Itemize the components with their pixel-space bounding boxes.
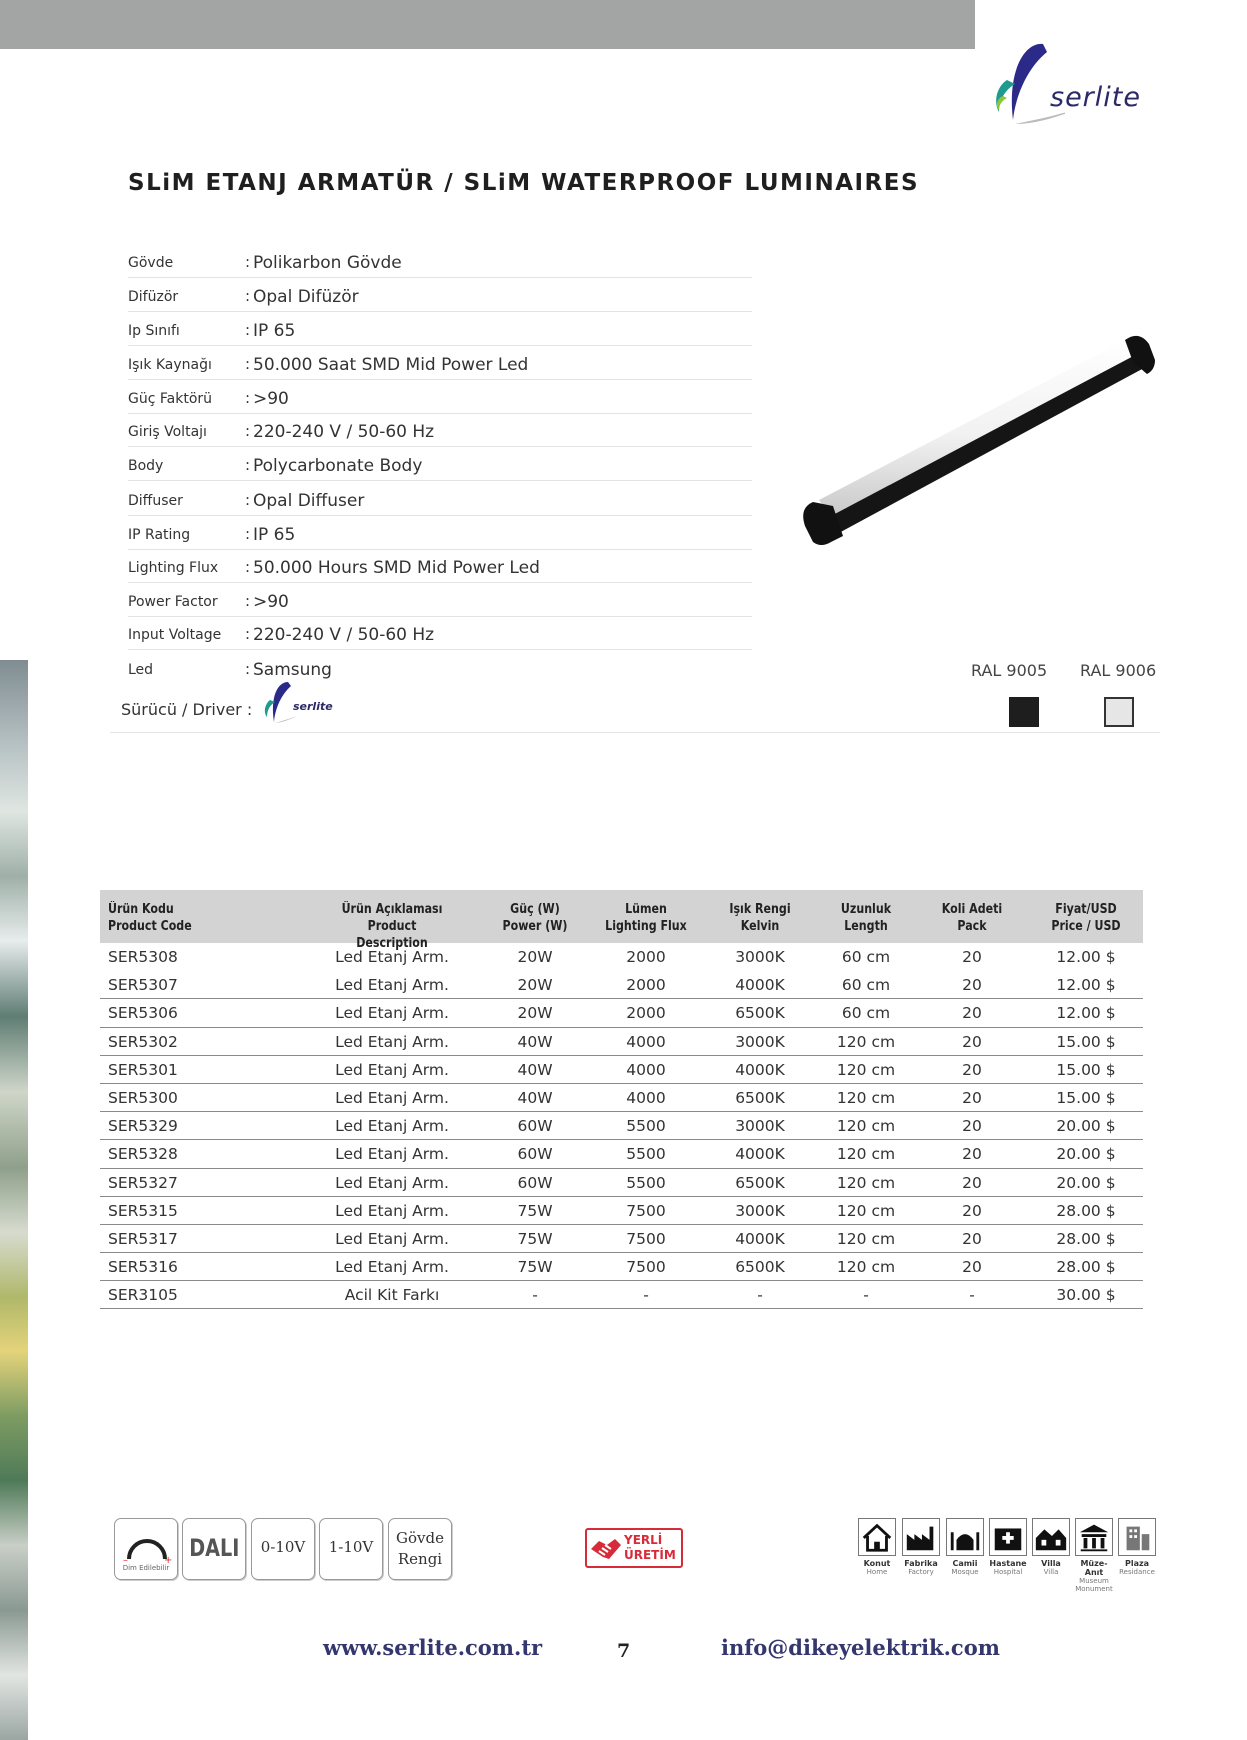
table-cell: 2000: [626, 948, 666, 966]
building-type-home: [858, 1518, 896, 1576]
spec-value: Polycarbonate Body: [253, 456, 423, 476]
table-cell: 75W: [517, 1201, 553, 1220]
spec-colon: :: [245, 321, 251, 339]
section-divider: [110, 732, 1160, 733]
table-cell: SER3105: [108, 1286, 178, 1305]
table-cell: Led Etanj Arm.: [335, 1032, 449, 1051]
table-cell: 3000K: [735, 1032, 785, 1051]
table-cell: 12.00 $: [1056, 1004, 1116, 1023]
spec-value: IP 65: [253, 525, 296, 545]
product-image: [795, 330, 1165, 560]
mosque-icon: [946, 1518, 984, 1556]
column-header: [807, 901, 926, 935]
dim-label: Dim Edilebilir: [122, 1564, 170, 1572]
table-row: [100, 1281, 1143, 1309]
svg-text:+: +: [164, 1555, 173, 1565]
plaza-icon: [1118, 1518, 1156, 1556]
spec-row: [128, 549, 752, 583]
table-cell: -: [532, 1286, 538, 1305]
dimming-0-10v-label: 0-10V: [260, 1538, 306, 1556]
dali-label: DALI: [189, 1534, 240, 1562]
table-cell: 5500: [626, 1173, 666, 1192]
table-cell: SER5306: [108, 1004, 178, 1023]
table-cell: 20: [962, 948, 982, 966]
spec-colon: :: [245, 592, 251, 610]
table-cell: 15.00 $: [1056, 1088, 1116, 1107]
spec-label: Giriş Voltajı: [128, 424, 207, 440]
spec-label: Lighting Flux: [128, 560, 219, 576]
spec-colon: :: [245, 355, 251, 373]
table-cell: 12.00 $: [1056, 976, 1116, 995]
spec-label: Body: [128, 458, 164, 474]
table-cell: 4000K: [735, 976, 785, 995]
spec-row: [128, 583, 752, 617]
spec-colon: :: [245, 253, 251, 271]
table-cell: Led Etanj Arm.: [335, 976, 449, 995]
table-row: [100, 1197, 1143, 1225]
table-cell: SER5301: [108, 1060, 178, 1079]
table-cell: 60 cm: [841, 948, 891, 966]
table-row: [100, 1140, 1143, 1168]
home-icon: [858, 1518, 896, 1556]
table-cell: 40W: [517, 1032, 553, 1051]
spec-colon: :: [245, 422, 251, 440]
table-cell: 20W: [517, 1004, 553, 1023]
table-cell: 6500K: [735, 1088, 785, 1107]
spec-label: Input Voltage: [128, 627, 222, 643]
spec-colon: :: [245, 456, 251, 474]
column-header-en: Pack: [957, 919, 987, 934]
table-cell: 7500: [626, 1258, 666, 1277]
table-cell: 120 cm: [836, 1229, 896, 1248]
spec-row: [128, 380, 752, 414]
svg-text:–: –: [123, 1555, 128, 1565]
table-row: [100, 1056, 1143, 1084]
table-cell: Led Etanj Arm.: [335, 1117, 449, 1136]
page-title: SLiM ETANJ ARMATÜR / SLiM WATERPROOF LUMINAIRES: [128, 170, 920, 196]
building-label-tr: Konut: [863, 1559, 891, 1568]
spec-label: Diffuser: [128, 493, 183, 509]
table-header: [100, 890, 1143, 951]
spec-value: Polikarbon Gövde: [253, 253, 402, 273]
spec-row: [128, 447, 752, 481]
building-label-en: Mosque: [951, 1568, 979, 1576]
column-header-en: Power (W): [502, 919, 568, 934]
spec-value: 220-240 V / 50-60 Hz: [253, 422, 435, 442]
table-cell: 2000: [626, 1004, 666, 1023]
table-cell: 4000K: [735, 1145, 785, 1164]
table-cell: SER5300: [108, 1088, 178, 1107]
spec-value: Opal Difüzör: [253, 287, 359, 307]
table-cell: 20: [962, 1004, 982, 1023]
spec-label: Işık Kaynağı: [128, 357, 212, 373]
table-cell: SER5308: [108, 948, 178, 966]
table-cell: 6500K: [735, 1258, 785, 1277]
table-cell: SER5315: [108, 1201, 178, 1220]
table-cell: 60 cm: [841, 976, 891, 995]
table-cell: 3000K: [735, 1201, 785, 1220]
table-row: [100, 1084, 1143, 1112]
dimming-1-10v-badge: [319, 1518, 383, 1580]
table-cell: 20.00 $: [1056, 1173, 1116, 1192]
building-label-en: Museum Monument: [1075, 1577, 1113, 1593]
table-cell: 20W: [517, 948, 553, 966]
handshake-icon: [589, 1531, 623, 1567]
table-cell: 4000: [626, 1060, 666, 1079]
table-cell: 20: [962, 1032, 982, 1051]
spec-colon: :: [245, 625, 251, 643]
table-cell: 20: [962, 1060, 982, 1079]
table-cell: 120 cm: [836, 1088, 896, 1107]
table-cell: 28.00 $: [1056, 1258, 1116, 1277]
spec-row: [128, 413, 752, 447]
column-header-tr: Ürün Açıklaması: [341, 902, 443, 917]
column-header: [1027, 901, 1146, 935]
column-header-en: Kelvin: [740, 919, 780, 934]
table-cell: SER5307: [108, 976, 178, 995]
spec-row: [128, 278, 752, 312]
driver-label: Sürücü / Driver :: [121, 700, 253, 719]
spec-value: >90: [253, 592, 289, 612]
spec-label: Ip Sınıfı: [128, 323, 180, 339]
table-cell: 5500: [626, 1117, 666, 1136]
spec-row: [128, 482, 752, 516]
table-cell: 20: [962, 1088, 982, 1107]
column-header-tr: Lümen: [625, 902, 667, 917]
column-header-en: Price / USD: [1051, 919, 1121, 934]
body-color-badge: [388, 1518, 452, 1580]
column-header: [701, 901, 820, 935]
top-header-bar: [0, 0, 975, 49]
table-cell: -: [757, 1286, 763, 1305]
spec-colon: :: [245, 558, 251, 576]
table-cell: 20: [962, 1201, 982, 1220]
brand-logo: [985, 40, 1150, 130]
local-production-line-1: YERLİ: [624, 1533, 663, 1547]
table-cell: 120 cm: [836, 1258, 896, 1277]
table-cell: 7500: [626, 1201, 666, 1220]
color-swatch-ral-9006: [1104, 697, 1134, 727]
table-cell: 20: [962, 976, 982, 995]
column-header-tr: Uzunluk: [840, 902, 892, 917]
driver-logo-swoosh-icon: [260, 680, 296, 725]
table-row: [100, 1253, 1143, 1281]
table-row: [100, 999, 1143, 1027]
table-cell: Led Etanj Arm.: [335, 1145, 449, 1164]
building-type-museum: [1075, 1518, 1113, 1593]
driver-brand-logo: [260, 680, 340, 725]
table-row: [100, 943, 1143, 971]
table-cell: 75W: [517, 1229, 553, 1248]
table-cell: 60 cm: [841, 1004, 891, 1023]
spec-row: [128, 312, 752, 346]
table-cell: 3000K: [735, 1117, 785, 1136]
table-cell: 20: [962, 1229, 982, 1248]
spec-row: [128, 650, 752, 684]
table-cell: 120 cm: [836, 1173, 896, 1192]
column-header-en: Length: [844, 919, 888, 934]
table-cell: Led Etanj Arm.: [335, 1229, 449, 1248]
brand-name: serlite: [1050, 82, 1141, 113]
building-label-tr: Müze-Anıt: [1080, 1559, 1108, 1577]
spec-row: [128, 516, 752, 550]
building-label-tr: Villa: [1041, 1559, 1061, 1568]
spec-label: IP Rating: [128, 527, 191, 543]
table-cell: 20: [962, 1258, 982, 1277]
spec-colon: :: [245, 287, 251, 305]
table-cell: -: [643, 1286, 649, 1305]
hospital-icon: [989, 1518, 1027, 1556]
table-cell: 4000K: [735, 1229, 785, 1248]
villa-icon: [1032, 1518, 1070, 1556]
dimming-0-10v-badge: [251, 1518, 315, 1580]
spec-label: Led: [128, 662, 154, 678]
spec-label: Power Factor: [128, 594, 218, 610]
table-cell: Led Etanj Arm.: [335, 1201, 449, 1220]
page-number: 7: [617, 1640, 631, 1662]
table-row: [100, 1169, 1143, 1197]
building-label-tr: Hastane: [989, 1559, 1027, 1568]
building-label-en: Residance: [1119, 1568, 1155, 1576]
local-production-badge: [585, 1528, 683, 1568]
table-cell: 5500: [626, 1145, 666, 1164]
dimmable-badge: [114, 1518, 178, 1580]
table-cell: 15.00 $: [1056, 1060, 1116, 1079]
table-cell: -: [969, 1286, 975, 1305]
table-cell: 60W: [517, 1173, 553, 1192]
table-cell: Led Etanj Arm.: [335, 1060, 449, 1079]
email-link[interactable]: info@dikeyelektrik.com: [721, 1635, 1000, 1660]
spec-colon: :: [245, 660, 251, 678]
building-type-plaza: [1118, 1518, 1156, 1576]
column-header-tr: Işık Rengi: [729, 902, 791, 917]
column-header: [108, 901, 192, 935]
table-cell: SER5302: [108, 1032, 178, 1051]
table-cell: 120 cm: [836, 1060, 896, 1079]
table-cell: 28.00 $: [1056, 1229, 1116, 1248]
body-color-label-1: Gövde: [396, 1529, 444, 1547]
body-color-label-2: Rengi: [397, 1550, 443, 1568]
table-cell: 20.00 $: [1056, 1145, 1116, 1164]
museum-icon: [1075, 1518, 1113, 1556]
column-header: [476, 901, 595, 935]
table-cell: 120 cm: [836, 1117, 896, 1136]
table-cell: 20: [962, 1117, 982, 1136]
table-cell: -: [863, 1286, 869, 1305]
column-header-tr: Ürün Kodu: [108, 902, 174, 917]
table-cell: 20W: [517, 976, 553, 995]
spec-value: 50.000 Hours SMD Mid Power Led: [253, 558, 540, 578]
table-row: [100, 971, 1143, 999]
column-header-en: Product Description: [356, 919, 428, 951]
table-cell: 7500: [626, 1229, 666, 1248]
spec-row: [128, 616, 752, 650]
table-cell: SER5329: [108, 1117, 178, 1136]
spec-label: Difüzör: [128, 289, 179, 305]
column-header-tr: Güç (W): [510, 902, 560, 917]
table-cell: 3000K: [735, 948, 785, 966]
local-production-line-2: ÜRETİM: [624, 1548, 676, 1562]
spec-value: IP 65: [253, 321, 296, 341]
column-header-tr: Fiyat/USD: [1055, 902, 1117, 917]
table-cell: 60W: [517, 1145, 553, 1164]
table-cell: Led Etanj Arm.: [335, 1088, 449, 1107]
table-cell: 60W: [517, 1117, 553, 1136]
dim-arc-icon: [117, 1525, 177, 1565]
spec-value: Samsung: [253, 660, 332, 680]
table-cell: 20: [962, 1173, 982, 1192]
column-header: [587, 901, 706, 935]
building-label-en: Hospital: [993, 1568, 1023, 1576]
table-cell: 15.00 $: [1056, 1032, 1116, 1051]
dali-badge: [182, 1518, 246, 1580]
spec-value: 220-240 V / 50-60 Hz: [253, 625, 435, 645]
side-photo-strip: [0, 660, 28, 1740]
table-cell: SER5327: [108, 1173, 178, 1192]
table-cell: SER5316: [108, 1258, 178, 1277]
table-cell: Led Etanj Arm.: [335, 948, 449, 966]
table-cell: 40W: [517, 1088, 553, 1107]
spec-row: [128, 244, 752, 278]
building-label-tr: Plaza: [1124, 1559, 1150, 1568]
building-label-en: Factory: [908, 1568, 934, 1576]
building-type-hospital: [989, 1518, 1027, 1576]
table-cell: 20: [962, 1145, 982, 1164]
table-cell: Led Etanj Arm.: [335, 1004, 449, 1023]
spec-label: Güç Faktörü: [128, 391, 213, 407]
table-cell: 120 cm: [836, 1032, 896, 1051]
table-cell: 4000: [626, 1032, 666, 1051]
spec-colon: :: [245, 525, 251, 543]
building-label-tr: Fabrika: [904, 1559, 938, 1568]
dimming-1-10v-label: 1-10V: [328, 1538, 374, 1556]
building-label-en: Villa: [1043, 1568, 1059, 1576]
table-cell: 40W: [517, 1060, 553, 1079]
building-type-villa: [1032, 1518, 1070, 1576]
column-header-en: Lighting Flux: [605, 919, 687, 934]
color-swatch-ral-9005: [1009, 697, 1039, 727]
spec-value: Opal Diffuser: [253, 491, 365, 511]
color-label-ral-9006: RAL 9006: [1080, 661, 1157, 680]
column-header: [913, 901, 1032, 935]
spec-row: [128, 346, 752, 380]
table-cell: 120 cm: [836, 1145, 896, 1164]
building-type-factory: [902, 1518, 940, 1576]
table-cell: Led Etanj Arm.: [335, 1258, 449, 1277]
table-cell: 12.00 $: [1056, 948, 1116, 966]
table-body: [100, 943, 1143, 1309]
spec-value: >90: [253, 389, 289, 409]
spec-value: 50.000 Saat SMD Mid Power Led: [253, 355, 529, 375]
column-header-en: Product Code: [108, 919, 192, 934]
website-link[interactable]: www.serlite.com.tr: [323, 1635, 543, 1660]
spec-label: Gövde: [128, 255, 174, 271]
driver-brand-name: serlite: [293, 700, 333, 713]
table-cell: 20.00 $: [1056, 1117, 1116, 1136]
table-cell: 4000K: [735, 1060, 785, 1079]
table-row: [100, 1225, 1143, 1253]
table-cell: 120 cm: [836, 1201, 896, 1220]
factory-icon: [902, 1518, 940, 1556]
product-table: [100, 890, 1143, 1309]
color-label-ral-9005: RAL 9005: [971, 661, 1048, 680]
table-cell: Led Etanj Arm.: [335, 1173, 449, 1192]
table-cell: 6500K: [735, 1173, 785, 1192]
table-cell: 75W: [517, 1258, 553, 1277]
table-cell: 30.00 $: [1056, 1286, 1116, 1305]
table-cell: 28.00 $: [1056, 1201, 1116, 1220]
table-cell: SER5317: [108, 1229, 178, 1248]
spec-colon: :: [245, 491, 251, 509]
table-cell: 4000: [626, 1088, 666, 1107]
building-label-en: Home: [866, 1568, 888, 1576]
table-cell: 2000: [626, 976, 666, 995]
table-cell: Acil Kit Farkı: [344, 1286, 440, 1305]
table-row: [100, 1028, 1143, 1056]
building-label-tr: Camii: [952, 1559, 978, 1568]
table-cell: 6500K: [735, 1004, 785, 1023]
spec-colon: :: [245, 389, 251, 407]
column-header-tr: Koli Adeti: [941, 902, 1003, 917]
table-row: [100, 1112, 1143, 1140]
building-type-mosque: [946, 1518, 984, 1576]
table-cell: SER5328: [108, 1145, 178, 1164]
